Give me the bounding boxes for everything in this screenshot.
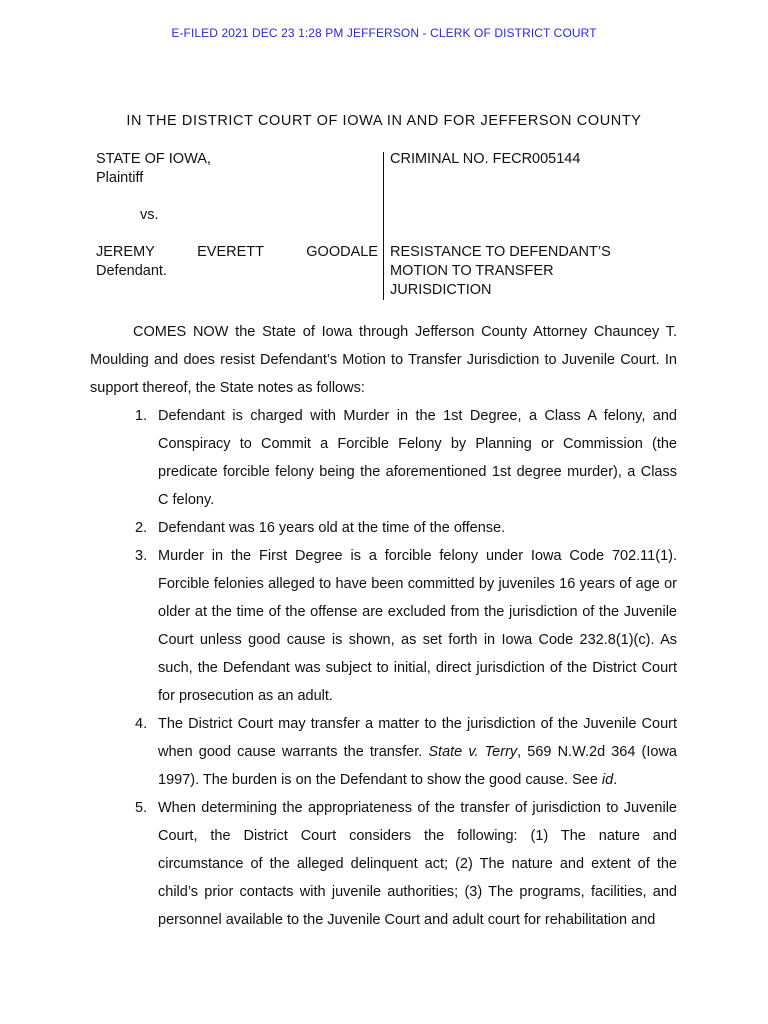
defendant-last-name: GOODALE bbox=[306, 244, 378, 260]
item-text: When determining the appropriateness of the transfer of jurisdiction to Juvenile Court, the District Court considers the following: (1) The nature and circumstance of the alleged delinquent act; (2) The nature and extent of the child’s prior contacts with juvenile authorities; (3) The programs, facilities, and personnel available to the Juvenile Court and adult court for rehabilitation and bbox=[158, 800, 677, 928]
motion-title-line: JURISDICTION bbox=[390, 282, 492, 298]
item-text bbox=[158, 716, 677, 788]
document-body bbox=[90, 318, 677, 934]
id-citation: id bbox=[601, 772, 614, 788]
plaintiff-name: STATE OF IOWA, bbox=[96, 151, 211, 167]
list-item bbox=[90, 794, 677, 934]
item-number: 4. bbox=[135, 716, 148, 732]
defendant-middle-name: EVERETT bbox=[197, 244, 264, 260]
case-caption bbox=[96, 150, 686, 300]
defendant-block bbox=[96, 243, 378, 281]
list-item bbox=[90, 710, 677, 794]
item-number: 1. bbox=[135, 408, 148, 424]
intro-paragraph: COMES NOW the State of Iowa through Jefferson County Attorney Chauncey T. Moulding and does resist Defendant’s Motion to Transfer Jurisdiction to Juvenile Court. In support thereof, the State notes as follows: bbox=[90, 324, 677, 396]
case-number: CRIMINAL NO. FECR005144 bbox=[390, 151, 581, 167]
item-text: Murder in the First Degree is a forcible felony under Iowa Code 702.11(1). Forcible felonies alleged to have been committed by juveniles 16 years of age or older at the time of the offense are excluded from the jurisdiction of the Juvenile Court unless good cause is shown, as set forth in Iowa Code 232.8(1)(c). As such, the Defendant was subject to initial, direct jurisdiction of the District Court for prosecution as an adult. bbox=[158, 548, 677, 704]
list-item bbox=[90, 542, 677, 710]
caption-divider bbox=[383, 152, 384, 300]
numbered-list bbox=[90, 402, 677, 934]
plaintiff-role: Plaintiff bbox=[96, 170, 144, 186]
plaintiff-block bbox=[96, 150, 378, 188]
defendant-role: Defendant. bbox=[96, 263, 167, 279]
list-item bbox=[90, 402, 677, 514]
list-item bbox=[90, 514, 677, 542]
motion-title-line: RESISTANCE TO DEFENDANT’S bbox=[390, 244, 611, 260]
motion-title bbox=[390, 243, 690, 300]
item-text-part: The District Court may transfer a matter to the jurisdiction of the Juvenile Court when good cause warrants the transfer. bbox=[158, 716, 677, 760]
case-citation: State v. Terry bbox=[428, 744, 518, 760]
defendant-first-name: JEREMY bbox=[96, 244, 155, 260]
item-number: 3. bbox=[135, 548, 148, 564]
versus-label: vs. bbox=[140, 207, 159, 223]
item-text-part: , 569 N.W.2d 364 (Iowa 1997). The burden is on the Defendant to show the good cause. See bbox=[158, 744, 677, 788]
court-title: IN THE DISTRICT COURT OF IOWA IN AND FOR JEFFERSON COUNTY bbox=[126, 113, 642, 129]
item-number: 5. bbox=[135, 800, 148, 816]
item-text-part: . bbox=[613, 772, 618, 788]
item-text: Defendant is charged with Murder in the 1st Degree, a Class A felony, and Conspiracy to Commit a Forcible Felony by Planning or Commission (the predicate forcible felony being the aforementioned 1st degree murder), a Class C felony. bbox=[158, 408, 677, 508]
item-number: 2. bbox=[135, 520, 148, 536]
efiled-stamp: E-FILED 2021 DEC 23 1:28 PM JEFFERSON - CLERK OF DISTRICT COURT bbox=[171, 26, 597, 40]
defendant-name bbox=[96, 243, 378, 262]
motion-title-line: MOTION TO TRANSFER bbox=[390, 263, 554, 279]
item-text: Defendant was 16 years old at the time of the offense. bbox=[158, 520, 506, 536]
